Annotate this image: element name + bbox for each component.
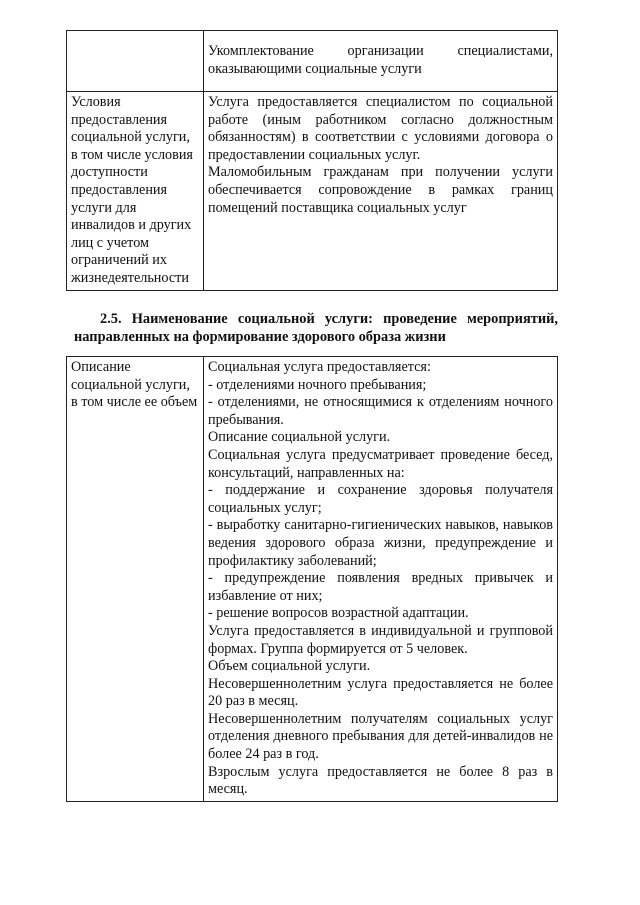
table-cell-empty [67,31,204,92]
section-heading-text: 2.5. Наименование социальной услуги: проведение мероприятий, направленных на формирование здорового образа жизни [74,311,558,345]
description-line: - поддержание и сохранение здоровья получателя социальных услуг; [208,482,553,516]
description-line: - предупреждение появления вредных привычек и избавление от них; [208,570,553,604]
description-line: - отделениями ночного пребывания; [208,376,427,393]
description-line: - выработку санитарно-гигиенических навыков, навыков ведения здорового образа жизни, предупреждение и профилактику заболеваний; [208,517,553,569]
staffing-text: Укомплектование организации специалистами, оказывающими социальные услуги [208,43,553,77]
description-line: Услуга предоставляется в индивидуальной и групповой формах. Группа формируется от 5 человек. [208,622,553,657]
description-line: Описание социальной услуги. [208,429,391,446]
description-line: - отделениями, не относящимися к отделениям ночного пребывания. [208,394,553,428]
description-label: Описание социальной услуги, в том числе ее объем [71,359,198,411]
description-table [66,356,558,802]
description-line: Несовершеннолетним услуга предоставляется не более 20 раз в месяц. [208,675,553,710]
conditions-table [66,30,558,291]
table-row [67,92,558,291]
description-line: Социальная услуга предоставляется: [208,359,431,375]
description-line: Социальная услуга предусматривает проведение бесед, консультаций, направленных на: [208,446,553,481]
description-line: Объем социальной услуги. [208,658,371,675]
table-row [67,357,558,802]
conditions-paragraph-1: Услуга предоставляется специалистом по социальной работе (иным работником согласно должностным обязанностям) в соответствии с условиями договора о предоставлении социальных услуг. [208,94,553,163]
table-cell-staffing [204,31,558,92]
table-cell-description-text [204,357,558,802]
table-cell-conditions-text [204,92,558,291]
description-line: Несовершеннолетним получателям социальных услуг отделения дневного пребывания для детей-инвалидов не более 24 раз в год. [208,710,553,763]
description-line: - решение вопросов возрастной адаптации. [208,605,469,622]
table-row [67,31,558,92]
table-cell-conditions-label [67,92,204,291]
table-cell-description-label [67,357,204,802]
description-line: Взрослым услуга предоставляется не более 8 раз в месяц. [208,763,553,798]
conditions-label: Условия предоставления социальной услуги, в том числе условия доступности предоставления услуги для инвалидов и других лиц с учетом ограничений их жизнедеятельности [71,94,193,286]
conditions-paragraph-2: Маломобильным гражданам при получении услуги обеспечивается сопровождение в рамках границ помещений поставщика социальных услуг [208,164,553,216]
section-heading [74,310,558,346]
